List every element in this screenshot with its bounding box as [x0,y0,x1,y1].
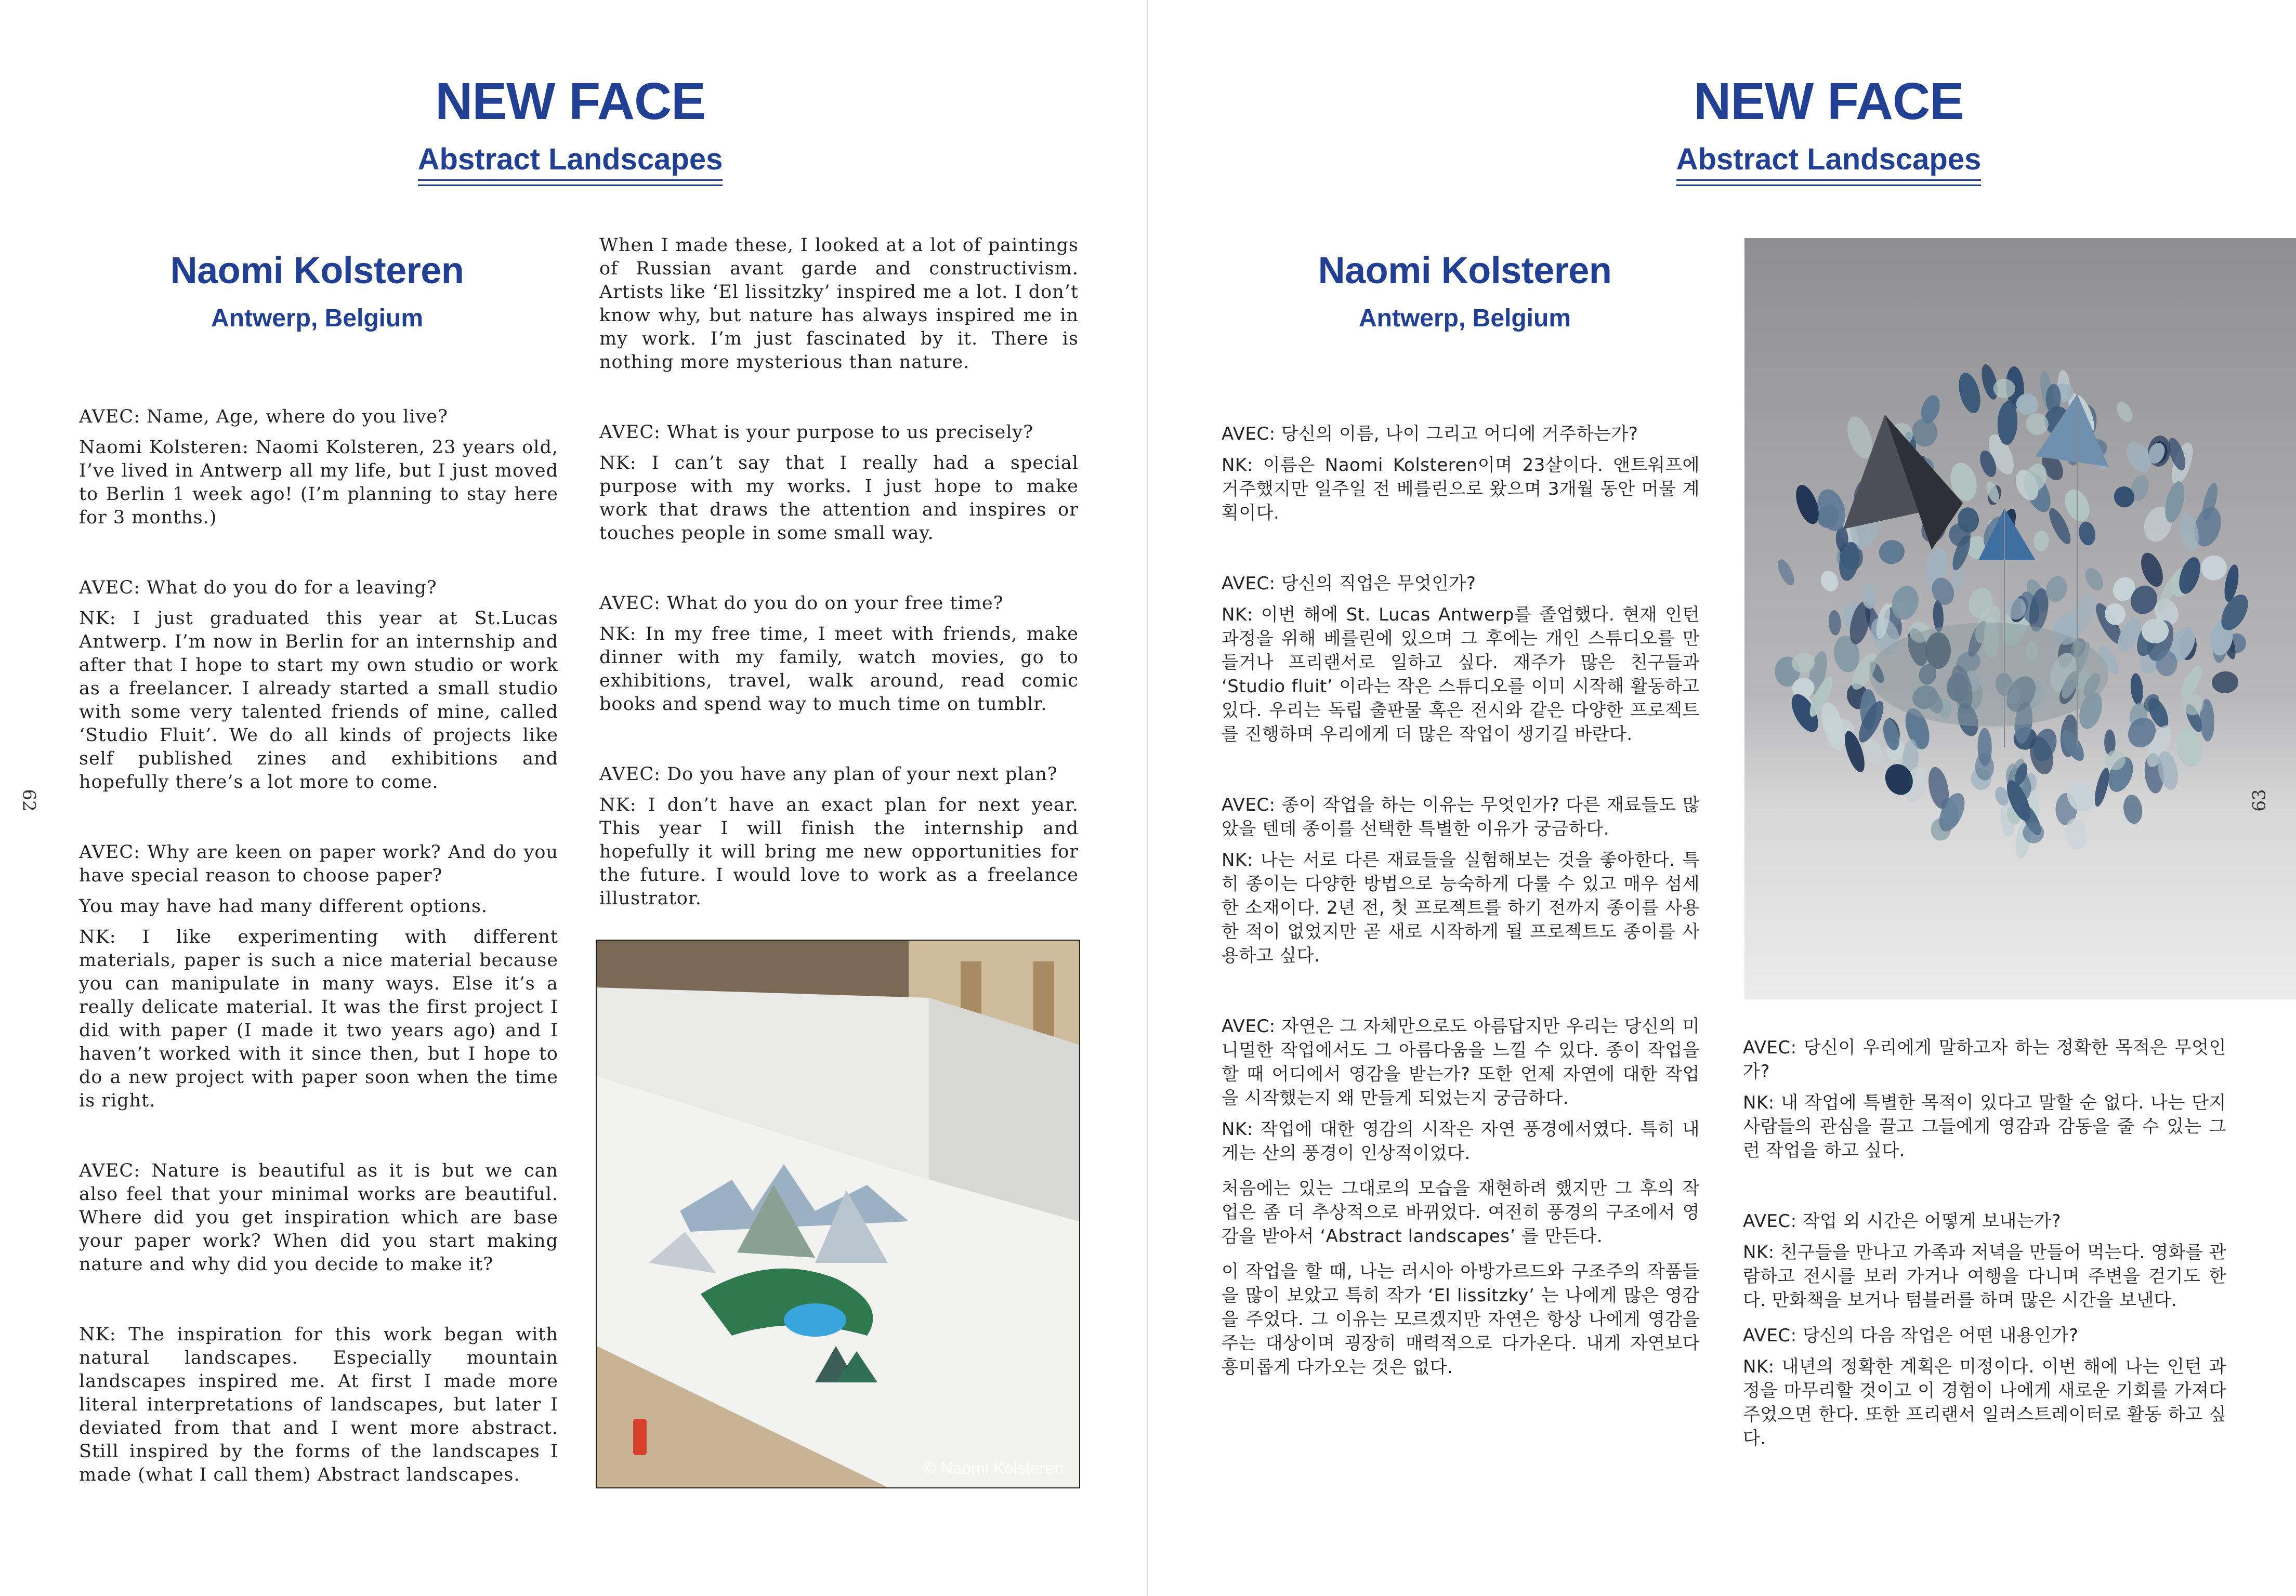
answer: Naomi Kolsteren: Naomi Kolsteren, 23 years old, I’ve lived in Antwerp all my life, but I just moved to Berlin 1 week ago! (I’m planning to stay here for 3 months.) [79,437,558,528]
page-number: 62 [18,789,40,812]
question: AVEC: Nature is beautiful as it is but we can also feel that your minimal works are beautiful. Where did you get inspiration which are base your paper work? When did you start making nature and why did you decide to make it? [79,1160,558,1275]
answer: NK: I just graduated this year at St.Lucas Antwerp. I’m now in Berlin for an internship and after that I hope to start my own studio or work as a freelancer. I already started a small studio with some very talented friends of mine, called ‘Studio Fluit’. We do all kinds of projects like self published zines and exhibitions and hopefully there’s a lot more to come. [79,608,558,793]
magazine-title: NEW FACE [435,72,705,130]
answer: NK: 내 작업에 특별한 목적이 있다고 말할 순 없다. 나는 단지 사람들의 관심을 끌고 그들에게 영감과 감동을 줄 수 있는 그런 작업을 하고 싶다. [1743,1092,2226,1161]
question: AVEC: What is your purpose to us precisely? [599,422,1034,443]
question: You may have had many different options. [79,896,488,917]
question: AVEC: 자연은 그 자체만으로도 아름답지만 우리는 당신의 미니멀한 작업에서도 그 아름다움을 느낄 수 있다. 종이 작업을 할 때 어디에서 영감을 받는가? 또한 언제 자연에 대한 작업을 시작했는지 왜 만들게 되었는지 궁금하다. [1222,1016,1700,1109]
interview-column-ko-1 [1222,422,1700,1391]
question: AVEC: What do you do for a leaving? [79,577,437,598]
interview-column-1 [79,405,558,1498]
answer: NK: 나는 서로 다른 재료들을 실험해보는 것을 좋아한다. 특히 종이는 다양한 방법으로 능숙하게 다룰 수 있고 매우 섬세한 소재이다. 2년 전, 첫 프로젝트를 하기 전까지 종이를 사용한 적이 없었지만 곧 새로 시작하게 될 프로젝트도 종이를 사용하고 싶다. [1222,850,1700,966]
artist-name: Naomi Kolsteren [170,250,464,292]
question: AVEC: 종이 작업을 하는 이유는 무엇인가? 다른 재료들도 많았을 텐데 종이를 선택한 특별한 이유가 궁금하다. [1222,795,1700,839]
answer: NK: In my free time, I meet with friends, make dinner with my family, watch movies, go to exhibitions, travel, walk around, read comic books and spend way to much time on tumblr. [599,624,1079,715]
question: AVEC: 당신이 우리에게 말하고자 하는 정확한 목적은 무엇인가? [1743,1037,2226,1082]
page-header [1491,72,2167,181]
answer: NK: 작업에 대한 영감의 시작은 자연 풍경에서였다. 특히 내게는 산의 풍경이 인상적이었다. [1222,1119,1700,1164]
interview-column-ko-2 [1743,1036,2226,1462]
answer: NK: The inspiration for this work began with natural landscapes. Especially mountain landscapes inspired me. At first I made more literal interpretations of landscapes, but later I deviated from that and I went more abstract. Still inspired by the forms of the landscapes I made (what I call them) Abstract landscapes. [79,1324,558,1485]
answer: NK: 친구들을 만나고 가족과 저녁을 만들어 먹는다. 영화를 관람하고 전시를 보러 가거나 여행을 다니며 주변을 걷기도 한다. 만화책을 보거나 텀블러를 하며 많은 시간을 보낸다. [1743,1242,2226,1311]
right-page [1148,0,2296,1596]
question: AVEC: What do you do on your free time? [599,593,1004,614]
artist-byline [1221,252,1709,333]
question: AVEC: 당신의 다음 작업은 어떤 내용인가? [1743,1325,2079,1346]
answer: NK: I like experimenting with different materials, paper is such a nice material because you can manipulate in many ways. Else it’s a really delicate material. It was the first project I did with paper (I made it two years ago) and I haven’t worked with it since then, but I hope to do a new project with paper soon when the time is right. [79,927,558,1111]
photo-credit: © Naomi Kolsteren [923,1459,1064,1478]
magazine-title: NEW FACE [1694,72,1964,130]
question: AVEC: 작업 외 시간은 어떻게 보내는가? [1743,1211,2062,1232]
answer: NK: 이름은 Naomi Kolsteren이며 23살이다. 앤트워프에 거주했지만 일주일 전 베를린으로 왔으며 3개월 동안 머물 계획이다. [1222,455,1700,523]
answer: NK: 이번 해에 St. Lucas Antwerp를 졸업했다. 현재 인턴 과정을 위해 베를린에 있으며 그 후에는 개인 스튜디오를 만들거나 프리랜서로 일하고 싶다. 재주가 많은 친구들과 ‘Studio fluit’ 이라는 작은 스튜디오를 이미 시작해 활동하고 있다. 우리는 독립 출판물 혹은 전시와 같은 다양한 프로젝트를 진행하며 우리에게 더 많은 작업이 생기길 바란다. [1222,604,1700,745]
photo-illustration [1744,238,2296,999]
interview-column-2 [599,234,1079,922]
paper-oval [2006,597,2026,620]
artist-name: Naomi Kolsteren [1318,250,1612,292]
paper-mobile-photo [1744,238,2296,999]
paper-landscape-photo [596,940,1080,1488]
answer: 이 작업을 할 때, 나는 러시아 아방가르드와 구조주의 작품들을 많이 보았고 특히 작가 ‘El lissitzky’ 는 나에게 많은 영감을 주었다. 그 이유는 모르겠지만 자연은 항상 나에게 영감을 주는 대상이며 굉장히 매력적으로 다가온다. 내게 자연보다 흥미롭게 다가오는 것은 없다. [1222,1261,1700,1378]
section-title: Abstract Landscapes [1676,143,1982,181]
artist-location: Antwerp, Belgium [211,305,424,332]
answer: 처음에는 있는 그대로의 모습을 재현하려 했지만 그 후의 작업은 좀 더 추상적으로 바뀌었다. 여전히 풍경의 구조에서 영감을 받아서 ‘Abstract landscapes’ 를 만든다. [1222,1178,1700,1247]
question: AVEC: Why are keen on paper work? And do you have special reason to choose paper? [79,842,558,886]
artist-byline [78,252,556,333]
answer: NK: 내년의 정확한 계획은 미정이다. 이번 해에 나는 인턴 과정을 마무리할 것이고 이 경험이 나에게 새로운 기회를 가져다 주었으면 한다. 또한 프리랜서 일러스트레이터로 활동 하고 싶다. [1743,1356,2226,1449]
question: AVEC: 당신의 이름, 나이 그리고 어디에 거주하는가? [1222,424,1638,444]
question: AVEC: Do you have any plan of your next plan? [599,764,1058,785]
answer: When I made these, I looked at a lot of paintings of Russian avant garde and constructivism. Artists like ‘El lissitzky’ inspired me a lot. I don’t know why, but nature has always inspired me in my work. I’m just fascinated by it. There is nothing more mysterious than nature. [599,235,1079,373]
question: AVEC: 당신의 직업은 무엇인가? [1222,573,1476,594]
page-header [232,72,908,181]
answer: NK: I don’t have an exact plan for next year. This year I will finish the internship and hopefully it will bring me new opportunities for the future. I would love to work as a freelance illustrator. [599,795,1079,909]
answer: NK: I can’t say that I really had a special purpose with my works. I just hope to make work that draws the attention and inspires or touches people in some small way. [599,453,1079,544]
photo-illustration [597,941,1079,1487]
page-number: 63 [2249,789,2270,812]
artist-location: Antwerp, Belgium [1358,305,1571,332]
section-title: Abstract Landscapes [418,143,723,181]
question: AVEC: Name, Age, where do you live? [79,406,448,427]
